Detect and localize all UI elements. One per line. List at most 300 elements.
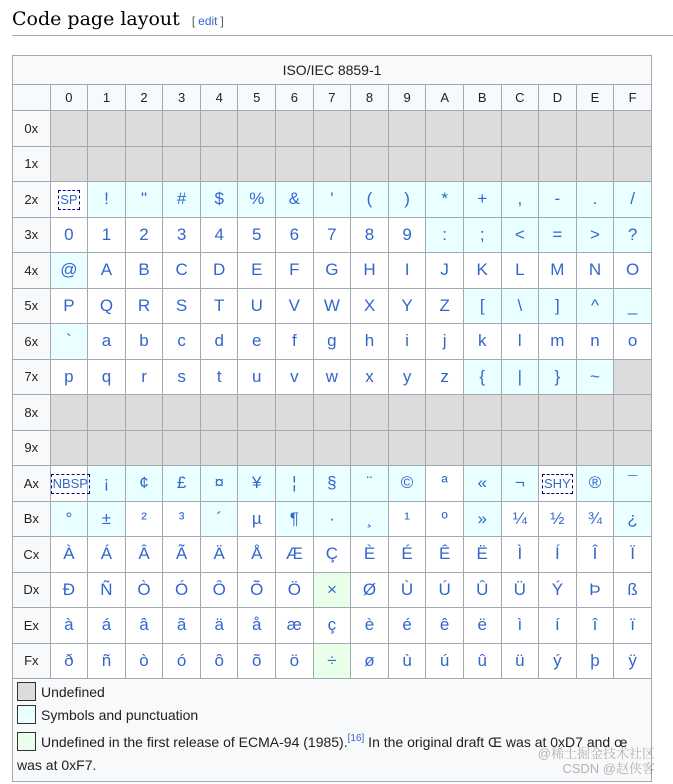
- char-cell: §: [313, 466, 351, 502]
- char-cell: Q: [88, 288, 126, 324]
- char-cell: O: [614, 253, 652, 289]
- char-cell: ô: [200, 643, 238, 679]
- char-cell: ã: [163, 608, 201, 644]
- char-cell: Ò: [125, 572, 163, 608]
- undefined-cell: [501, 430, 539, 466]
- undefined-cell: [238, 111, 276, 147]
- column-header: 2: [125, 85, 163, 111]
- char-cell: ¨: [351, 466, 389, 502]
- char-cell: ³: [163, 501, 201, 537]
- char-cell: o: [614, 324, 652, 360]
- table-row: [13, 608, 652, 644]
- char-cell: m: [539, 324, 577, 360]
- char-cell: ì: [501, 608, 539, 644]
- green-swatch-icon: [17, 732, 36, 751]
- column-header: 0: [50, 85, 88, 111]
- undefined-cell: [125, 395, 163, 431]
- row-header: Ex: [13, 608, 51, 644]
- undefined-cell: [614, 111, 652, 147]
- char-cell: >: [576, 217, 614, 253]
- column-header: 6: [276, 85, 314, 111]
- undefined-cell: [50, 395, 88, 431]
- char-cell: ·: [313, 501, 351, 537]
- char-cell: -: [539, 182, 577, 218]
- undefined-cell: [276, 395, 314, 431]
- char-cell: Ó: [163, 572, 201, 608]
- table-row: [13, 359, 652, 395]
- char-cell: å: [238, 608, 276, 644]
- char-cell: #: [163, 182, 201, 218]
- char-cell: j: [426, 324, 464, 360]
- undefined-cell: [539, 395, 577, 431]
- table-row: [13, 466, 652, 502]
- char-cell: í: [539, 608, 577, 644]
- char-cell: ý: [539, 643, 577, 679]
- table-row: [13, 430, 652, 466]
- undefined-cell: [576, 146, 614, 182]
- undefined-cell: [163, 146, 201, 182]
- char-cell: Õ: [238, 572, 276, 608]
- row-header: Dx: [13, 572, 51, 608]
- column-header-row: [13, 85, 652, 111]
- char-cell: y: [388, 359, 426, 395]
- char-cell: Ê: [426, 537, 464, 573]
- row-header: 7x: [13, 359, 51, 395]
- undefined-cell: [88, 430, 126, 466]
- row-header: Ax: [13, 466, 51, 502]
- char-cell: S: [163, 288, 201, 324]
- undefined-cell: [426, 146, 464, 182]
- char-cell: u: [238, 359, 276, 395]
- char-cell: ç: [313, 608, 351, 644]
- row-header: Bx: [13, 501, 51, 537]
- char-cell: _: [614, 288, 652, 324]
- char-cell: ú: [426, 643, 464, 679]
- undefined-cell: [50, 111, 88, 147]
- char-cell: =: [539, 217, 577, 253]
- char-cell: A: [88, 253, 126, 289]
- char-cell: [: [463, 288, 501, 324]
- undefined-cell: [238, 146, 276, 182]
- undefined-cell: [351, 430, 389, 466]
- char-cell: 8: [351, 217, 389, 253]
- char-cell: Û: [463, 572, 501, 608]
- char-cell: ¹: [388, 501, 426, 537]
- legend-undefined: Undefined: [17, 681, 647, 704]
- char-cell: é: [388, 608, 426, 644]
- char-cell: à: [50, 608, 88, 644]
- abbreviation-label: SHY: [542, 474, 573, 494]
- char-cell: É: [388, 537, 426, 573]
- char-cell: ò: [125, 643, 163, 679]
- char-cell: è: [351, 608, 389, 644]
- section-heading: [12, 6, 673, 36]
- char-cell: ÷: [313, 643, 351, 679]
- char-cell: ù: [388, 643, 426, 679]
- table-row: [13, 217, 652, 253]
- char-cell: [50, 182, 88, 218]
- row-header: Cx: [13, 537, 51, 573]
- char-cell: ?: [614, 217, 652, 253]
- char-cell: (: [351, 182, 389, 218]
- char-cell: º: [426, 501, 464, 537]
- char-cell: +: [463, 182, 501, 218]
- char-cell: I: [388, 253, 426, 289]
- undefined-cell: [463, 430, 501, 466]
- undefined-cell: [50, 146, 88, 182]
- char-cell: æ: [276, 608, 314, 644]
- char-cell: Ú: [426, 572, 464, 608]
- undefined-cell: [426, 430, 464, 466]
- char-cell: 9: [388, 217, 426, 253]
- char-cell: i: [388, 324, 426, 360]
- undefined-cell: [614, 146, 652, 182]
- column-header: 8: [351, 85, 389, 111]
- char-cell: w: [313, 359, 351, 395]
- char-cell: M: [539, 253, 577, 289]
- char-cell: Ù: [388, 572, 426, 608]
- char-cell: H: [351, 253, 389, 289]
- undefined-cell: [576, 430, 614, 466]
- char-cell: ¡: [88, 466, 126, 502]
- row-header: 8x: [13, 395, 51, 431]
- char-cell: 5: [238, 217, 276, 253]
- char-cell: À: [50, 537, 88, 573]
- char-cell: ª: [426, 466, 464, 502]
- table-row: [13, 253, 652, 289]
- undefined-cell: [88, 111, 126, 147]
- reference-link[interactable]: [16]: [347, 733, 365, 744]
- char-cell: ": [125, 182, 163, 218]
- char-cell: ×: [313, 572, 351, 608]
- char-cell: P: [50, 288, 88, 324]
- undefined-cell: [539, 146, 577, 182]
- char-cell: ]: [539, 288, 577, 324]
- table-row: [13, 111, 652, 147]
- table-row: [13, 501, 652, 537]
- undefined-cell: [614, 359, 652, 395]
- char-cell: g: [313, 324, 351, 360]
- char-cell: û: [463, 643, 501, 679]
- column-header: 4: [200, 85, 238, 111]
- char-cell: [50, 466, 88, 502]
- undefined-cell: [276, 430, 314, 466]
- char-cell: B: [125, 253, 163, 289]
- char-cell: ð: [50, 643, 88, 679]
- char-cell: ÿ: [614, 643, 652, 679]
- char-cell: \: [501, 288, 539, 324]
- row-header: 5x: [13, 288, 51, 324]
- undefined-cell: [276, 146, 314, 182]
- undefined-cell: [200, 111, 238, 147]
- char-cell: ´: [200, 501, 238, 537]
- watermark: @稀土掘金技术社区 CSDN @赵侠客: [537, 746, 655, 776]
- char-cell: ï: [614, 608, 652, 644]
- char-cell: {: [463, 359, 501, 395]
- char-cell: 2: [125, 217, 163, 253]
- char-cell: Ñ: [88, 572, 126, 608]
- table-row: [13, 537, 652, 573]
- undefined-cell: [351, 395, 389, 431]
- char-cell: ±: [88, 501, 126, 537]
- char-cell: l: [501, 324, 539, 360]
- undefined-cell: [125, 430, 163, 466]
- char-cell: ¤: [200, 466, 238, 502]
- char-cell: Í: [539, 537, 577, 573]
- undefined-cell: [614, 430, 652, 466]
- char-cell: ¬: [501, 466, 539, 502]
- column-header: C: [501, 85, 539, 111]
- char-cell: õ: [238, 643, 276, 679]
- char-cell: Ö: [276, 572, 314, 608]
- char-cell: ä: [200, 608, 238, 644]
- char-cell: »: [463, 501, 501, 537]
- char-cell: ß: [614, 572, 652, 608]
- char-cell: ': [313, 182, 351, 218]
- table-row: [13, 643, 652, 679]
- char-cell: ²: [125, 501, 163, 537]
- char-cell: F: [276, 253, 314, 289]
- char-cell: <: [501, 217, 539, 253]
- char-cell: v: [276, 359, 314, 395]
- table-row: [13, 572, 652, 608]
- undefined-cell: [463, 111, 501, 147]
- char-cell: ¾: [576, 501, 614, 537]
- char-cell: ¥: [238, 466, 276, 502]
- char-cell: Ã: [163, 537, 201, 573]
- section-title: Code page layout: [12, 8, 180, 30]
- column-header: 3: [163, 85, 201, 111]
- char-cell: a: [88, 324, 126, 360]
- char-cell: Ä: [200, 537, 238, 573]
- char-cell: 3: [163, 217, 201, 253]
- legend-ecma: Undefined in the first release of ECMA-94 (1985).[16] In the original draft Œ was at 0xD7 and œ was at 0xF7.: [17, 733, 628, 773]
- edit-section: [ edit ]: [191, 14, 224, 28]
- char-cell: ^: [576, 288, 614, 324]
- char-cell: 6: [276, 217, 314, 253]
- column-header: 7: [313, 85, 351, 111]
- abbreviation-label: SP: [58, 190, 79, 210]
- undefined-cell: [313, 111, 351, 147]
- undefined-cell: [501, 395, 539, 431]
- char-cell: â: [125, 608, 163, 644]
- char-cell: ½: [539, 501, 577, 537]
- column-header: 9: [388, 85, 426, 111]
- char-cell: È: [351, 537, 389, 573]
- char-cell: |: [501, 359, 539, 395]
- char-cell: ø: [351, 643, 389, 679]
- undefined-cell: [238, 395, 276, 431]
- char-cell: z: [426, 359, 464, 395]
- column-header: 1: [88, 85, 126, 111]
- char-cell: [539, 466, 577, 502]
- char-cell: 7: [313, 217, 351, 253]
- undefined-cell: [614, 395, 652, 431]
- char-cell: J: [426, 253, 464, 289]
- column-header: 5: [238, 85, 276, 111]
- char-cell: n: [576, 324, 614, 360]
- undefined-cell: [163, 430, 201, 466]
- undefined-cell: [276, 111, 314, 147]
- undefined-cell: [50, 430, 88, 466]
- char-cell: }: [539, 359, 577, 395]
- char-cell: ñ: [88, 643, 126, 679]
- char-cell: °: [50, 501, 88, 537]
- row-header: 6x: [13, 324, 51, 360]
- abbreviation-label: NBSP: [51, 474, 90, 494]
- char-cell: &: [276, 182, 314, 218]
- undefined-cell: [576, 395, 614, 431]
- undefined-cell: [163, 111, 201, 147]
- column-header: A: [426, 85, 464, 111]
- char-cell: ): [388, 182, 426, 218]
- undefined-cell: [426, 395, 464, 431]
- char-cell: ¿: [614, 501, 652, 537]
- undefined-cell: [426, 111, 464, 147]
- char-cell: x: [351, 359, 389, 395]
- undefined-cell: [238, 430, 276, 466]
- char-cell: b: [125, 324, 163, 360]
- table-body: [13, 111, 652, 679]
- undefined-cell: [539, 430, 577, 466]
- char-cell: Î: [576, 537, 614, 573]
- table-row: [13, 395, 652, 431]
- char-cell: Å: [238, 537, 276, 573]
- char-cell: Ï: [614, 537, 652, 573]
- char-cell: ¦: [276, 466, 314, 502]
- char-cell: ®: [576, 466, 614, 502]
- char-cell: t: [200, 359, 238, 395]
- table-row: [13, 146, 652, 182]
- char-cell: T: [200, 288, 238, 324]
- char-cell: ö: [276, 643, 314, 679]
- undefined-cell: [313, 146, 351, 182]
- char-cell: þ: [576, 643, 614, 679]
- char-cell: Á: [88, 537, 126, 573]
- undefined-cell: [313, 395, 351, 431]
- char-cell: L: [501, 253, 539, 289]
- char-cell: ¯: [614, 466, 652, 502]
- row-header: 4x: [13, 253, 51, 289]
- char-cell: Ë: [463, 537, 501, 573]
- char-cell: 1: [88, 217, 126, 253]
- char-cell: Æ: [276, 537, 314, 573]
- char-cell: ê: [426, 608, 464, 644]
- table-title: ISO/IEC 8859-1: [13, 56, 652, 85]
- char-cell: Ý: [539, 572, 577, 608]
- char-cell: :: [426, 217, 464, 253]
- char-cell: î: [576, 608, 614, 644]
- char-cell: R: [125, 288, 163, 324]
- char-cell: %: [238, 182, 276, 218]
- char-cell: W: [313, 288, 351, 324]
- char-cell: 0: [50, 217, 88, 253]
- undefined-cell: [125, 146, 163, 182]
- undefined-cell: [388, 430, 426, 466]
- corner-cell: [13, 85, 51, 111]
- char-cell: f: [276, 324, 314, 360]
- char-cell: s: [163, 359, 201, 395]
- undefined-cell: [88, 146, 126, 182]
- undefined-cell: [539, 111, 577, 147]
- char-cell: q: [88, 359, 126, 395]
- char-cell: Ø: [351, 572, 389, 608]
- row-header: 0x: [13, 111, 51, 147]
- char-cell: «: [463, 466, 501, 502]
- char-cell: ¢: [125, 466, 163, 502]
- char-cell: á: [88, 608, 126, 644]
- char-cell: ¼: [501, 501, 539, 537]
- undefined-cell: [388, 146, 426, 182]
- column-header: F: [614, 85, 652, 111]
- char-cell: /: [614, 182, 652, 218]
- undefined-cell: [388, 395, 426, 431]
- char-cell: ë: [463, 608, 501, 644]
- row-header: Fx: [13, 643, 51, 679]
- undefined-cell: [351, 111, 389, 147]
- char-cell: !: [88, 182, 126, 218]
- legend-symbols: Symbols and punctuation: [17, 704, 647, 727]
- char-cell: Y: [388, 288, 426, 324]
- char-cell: Þ: [576, 572, 614, 608]
- cyan-swatch-icon: [17, 705, 36, 724]
- char-cell: Â: [125, 537, 163, 573]
- char-cell: ü: [501, 643, 539, 679]
- char-cell: ,: [501, 182, 539, 218]
- column-header: B: [463, 85, 501, 111]
- char-cell: p: [50, 359, 88, 395]
- char-cell: Ü: [501, 572, 539, 608]
- undefined-cell: [463, 146, 501, 182]
- char-cell: .: [576, 182, 614, 218]
- undefined-cell: [313, 430, 351, 466]
- char-cell: C: [163, 253, 201, 289]
- char-cell: U: [238, 288, 276, 324]
- char-cell: ¸: [351, 501, 389, 537]
- char-cell: ó: [163, 643, 201, 679]
- row-header: 3x: [13, 217, 51, 253]
- table-row: [13, 324, 652, 360]
- code-page-table: [12, 55, 652, 782]
- char-cell: k: [463, 324, 501, 360]
- table-row: [13, 288, 652, 324]
- char-cell: G: [313, 253, 351, 289]
- char-cell: ;: [463, 217, 501, 253]
- char-cell: *: [426, 182, 464, 218]
- char-cell: d: [200, 324, 238, 360]
- undefined-cell: [501, 146, 539, 182]
- char-cell: Z: [426, 288, 464, 324]
- char-cell: E: [238, 253, 276, 289]
- char-cell: K: [463, 253, 501, 289]
- char-cell: r: [125, 359, 163, 395]
- edit-link[interactable]: edit: [198, 14, 218, 28]
- undefined-cell: [163, 395, 201, 431]
- char-cell: X: [351, 288, 389, 324]
- gray-swatch-icon: [17, 682, 36, 701]
- undefined-cell: [463, 395, 501, 431]
- undefined-cell: [501, 111, 539, 147]
- char-cell: e: [238, 324, 276, 360]
- row-header: 9x: [13, 430, 51, 466]
- undefined-cell: [351, 146, 389, 182]
- undefined-cell: [125, 111, 163, 147]
- char-cell: ~: [576, 359, 614, 395]
- undefined-cell: [88, 395, 126, 431]
- char-cell: µ: [238, 501, 276, 537]
- char-cell: V: [276, 288, 314, 324]
- char-cell: c: [163, 324, 201, 360]
